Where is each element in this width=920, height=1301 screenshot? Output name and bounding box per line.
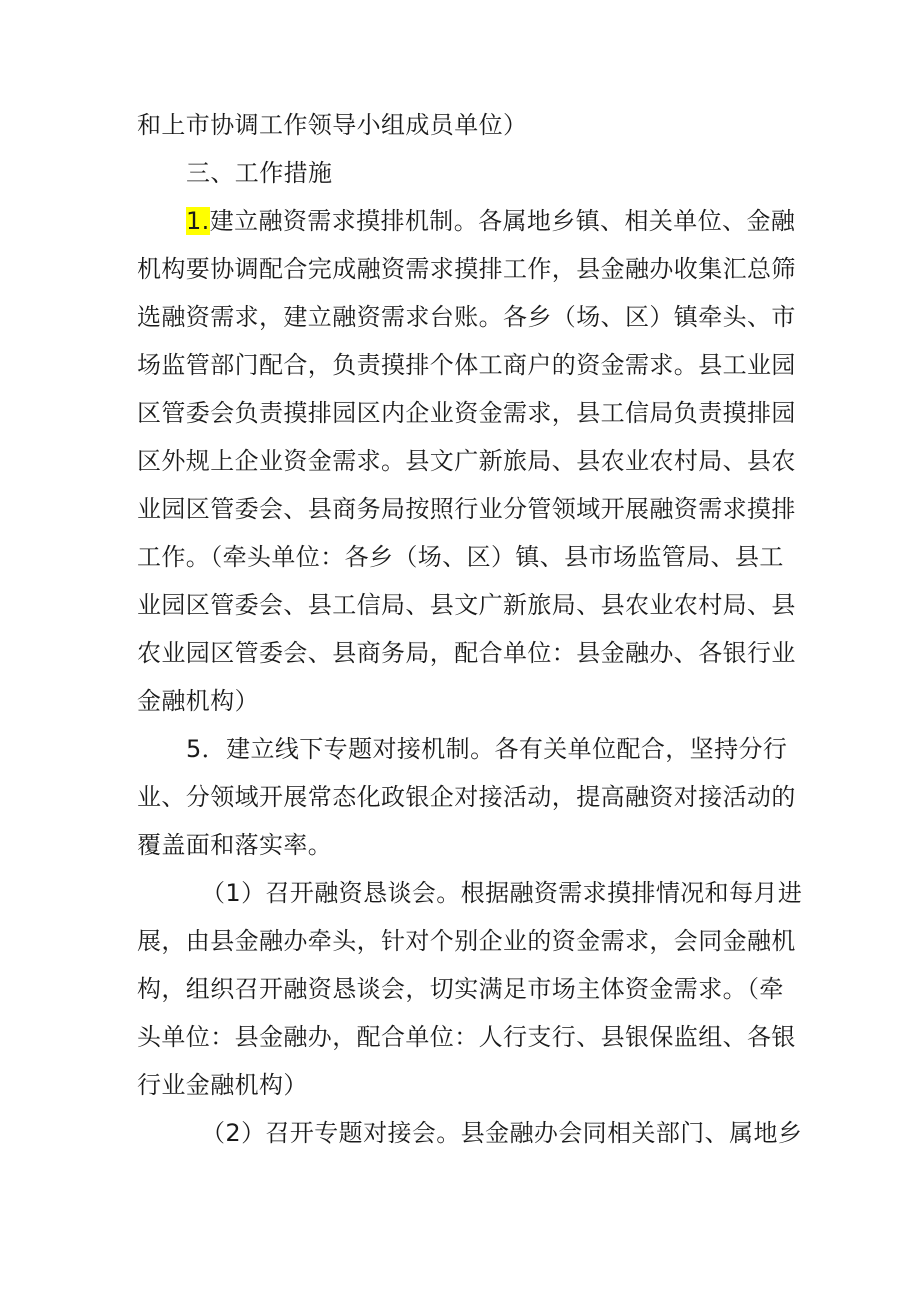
text-line: 行业金融机构）	[137, 1071, 308, 1099]
text-line: 金融机构）	[137, 687, 259, 715]
text-line	[186, 197, 795, 245]
text-line: 业、分领域开展常态化政银企对接活动，提高融资对接活动的	[137, 783, 796, 811]
text-line: 头单位：县金融办，配合单位：人行支行、县银保监组、各银	[137, 1023, 796, 1051]
text-line: （2）召开专题对接会。县金融办会同相关部门、属地乡	[201, 1119, 803, 1147]
text-line: 场监管部门配合，负责摸排个体工商户的资金需求。县工业园	[137, 351, 796, 379]
text-line: 和上市协调工作领导小组成员单位）	[137, 111, 528, 139]
text-line: 5．建立线下专题对接机制。各有关单位配合，坚持分行	[186, 735, 788, 763]
text-line: 区管委会负责摸排园区内企业资金需求，县工信局负责摸排园	[137, 399, 796, 427]
text-line: 机构要协调配合完成融资需求摸排工作，县金融办收集汇总筛	[137, 255, 796, 283]
text-line: （1）召开融资恳谈会。根据融资需求摸排情况和每月进	[201, 879, 803, 907]
text-line: 工作。（牵头单位：各乡（场、区）镇、县市场监管局、县工	[137, 543, 784, 571]
text-line: 区外规上企业资金需求。县文广新旅局、县农业农村局、县农	[137, 447, 796, 475]
text-line: 农业园区管委会、县商务局，配合单位：县金融办、各银行业	[137, 639, 796, 667]
text-line-content: 建立融资需求摸排机制。各属地乡镇、相关单位、金融	[209, 207, 796, 235]
text-line: 业园区管委会、县工信局、县文广新旅局、县农业农村局、县	[137, 591, 796, 619]
section-heading: 三、工作措施	[186, 159, 333, 187]
text-line: 构，组织召开融资恳谈会，切实满足市场主体资金需求。（牵	[137, 975, 784, 1003]
highlighted-item-number: 1.	[186, 207, 210, 235]
text-line: 选融资需求，建立融资需求台账。各乡（场、区）镇牵头、市	[137, 303, 796, 331]
text-line: 业园区管委会、县商务局按照行业分管领域开展融资需求摸排	[137, 495, 796, 523]
text-line: 覆盖面和落实率。	[137, 831, 333, 859]
text-line: 展，由县金融办牵头，针对个别企业的资金需求，会同金融机	[137, 927, 796, 955]
